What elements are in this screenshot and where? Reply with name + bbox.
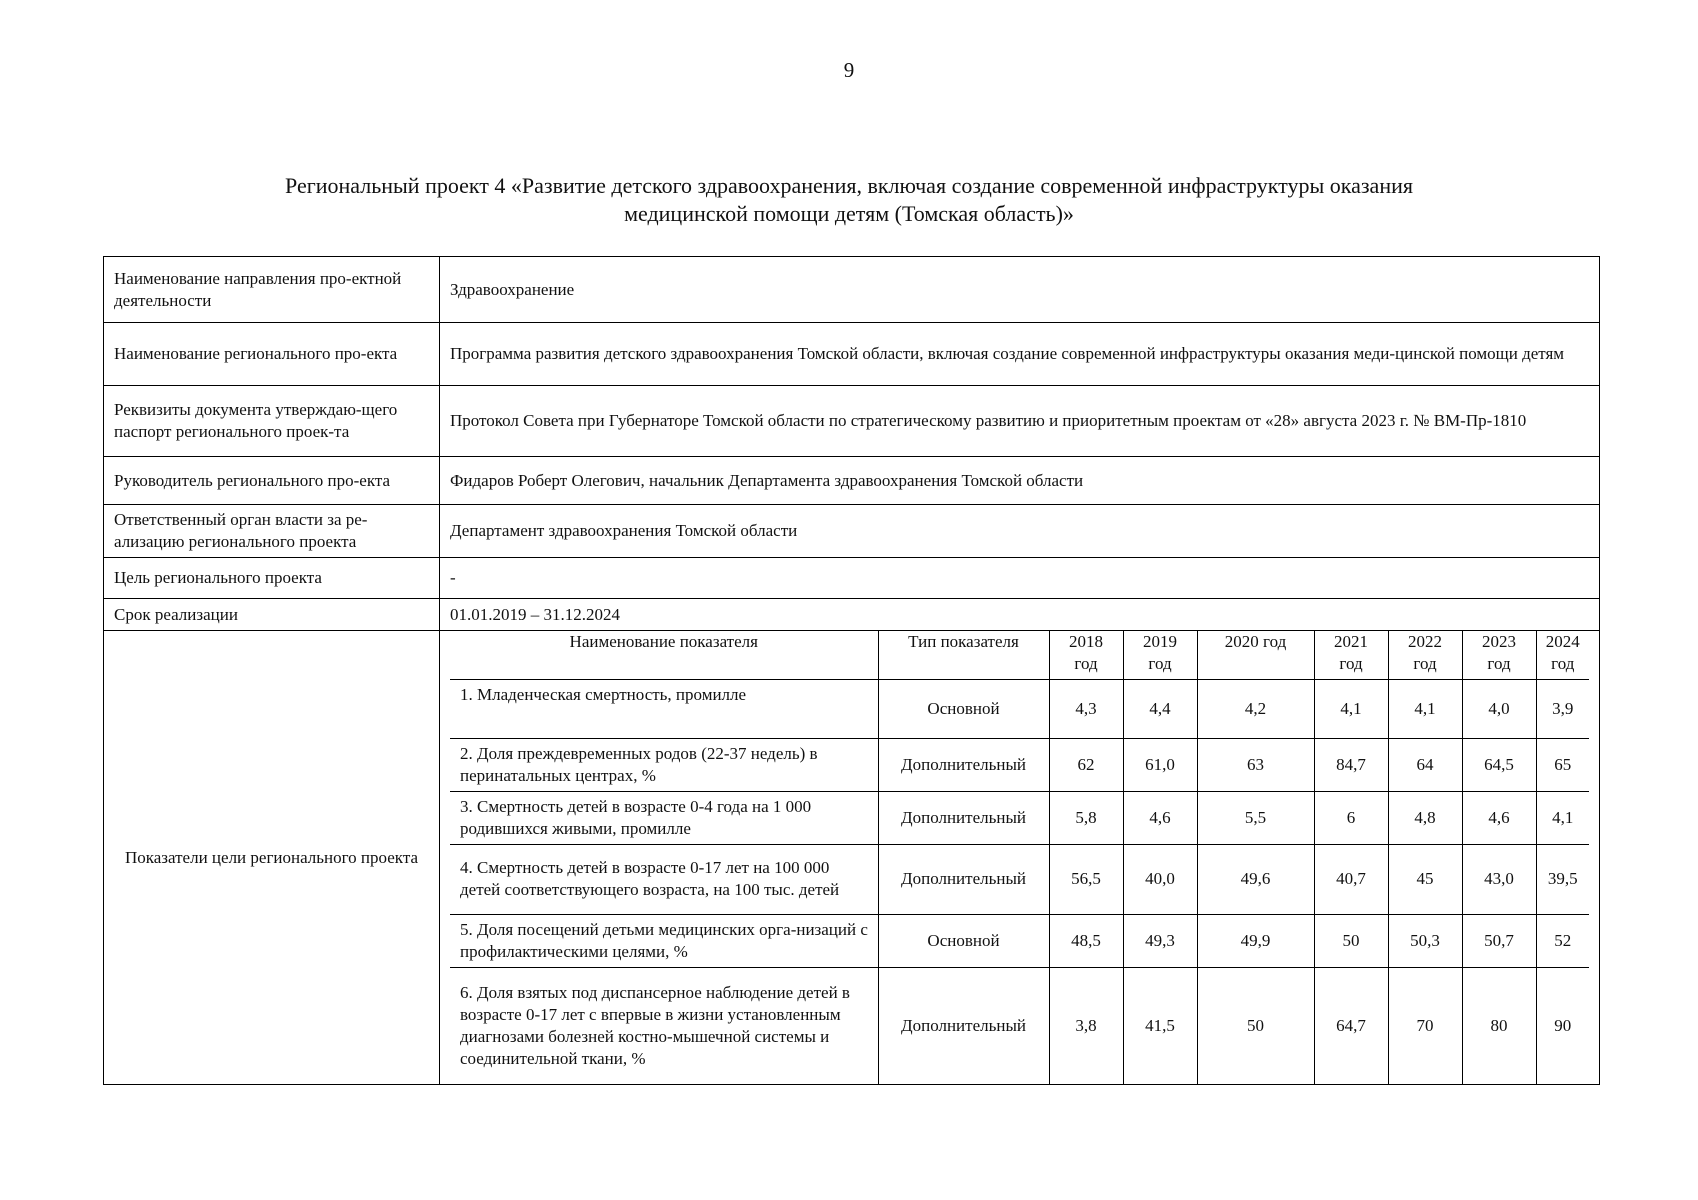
value-2018: 48,5 [1049, 914, 1123, 967]
value-2018: 5,8 [1049, 791, 1123, 844]
row-value: Программа развития детского здравоохранения Томской области, включая создание современной инфраструктуры оказания меди-цинской помощи детям [440, 323, 1600, 386]
value-2024: 3,9 [1536, 679, 1589, 738]
page-number: 9 [843, 58, 855, 82]
indicators-header [450, 631, 1589, 679]
indicator-row [450, 967, 1589, 1084]
value-2023: 64,5 [1462, 738, 1536, 791]
row-label: Цель регионального проекта [104, 558, 440, 599]
header-2023: 2023 год [1462, 631, 1536, 679]
indicator-name: 4. Смертность детей в возрасте 0-17 лет на 100 000 детей соответствующего возраста, на 100 тыс. детей [450, 844, 878, 914]
header-2021: 2021 год [1314, 631, 1388, 679]
value-2024: 90 [1536, 967, 1589, 1084]
value-2019: 40,0 [1123, 844, 1197, 914]
row-label: Ответственный орган власти за ре-ализацию регионального проекта [104, 505, 440, 558]
indicator-name: 2. Доля преждевременных родов (22-37 недель) в перинатальных центрах, % [450, 738, 878, 791]
value-2022: 70 [1388, 967, 1462, 1084]
value-2020: 50 [1197, 967, 1314, 1084]
row-value: Фидаров Роберт Олегович, начальник Департамента здравоохранения Томской области [440, 457, 1600, 505]
indicator-row [450, 738, 1589, 791]
passport-row [104, 323, 1600, 386]
header-2019: 2019 год [1123, 631, 1197, 679]
indicator-name: 1. Младенческая смертность, промилле [450, 679, 878, 738]
value-2021: 40,7 [1314, 844, 1388, 914]
value-2021: 64,7 [1314, 967, 1388, 1084]
value-2020: 49,9 [1197, 914, 1314, 967]
row-value: 01.01.2019 – 31.12.2024 [440, 599, 1600, 631]
value-2024: 39,5 [1536, 844, 1589, 914]
document-title [160, 172, 1538, 228]
value-2023: 4,6 [1462, 791, 1536, 844]
row-label: Реквизиты документа утверждаю-щего паспорт регионального проек-та [104, 386, 440, 457]
indicator-row [450, 791, 1589, 844]
row-value: Здравоохранение [440, 257, 1600, 323]
header-2022: 2022 год [1388, 631, 1462, 679]
value-2020: 49,6 [1197, 844, 1314, 914]
indicator-type: Дополнительный [878, 738, 1049, 791]
indicator-row [450, 844, 1589, 914]
indicator-type: Дополнительный [878, 791, 1049, 844]
value-2019: 41,5 [1123, 967, 1197, 1084]
value-2022: 50,3 [1388, 914, 1462, 967]
value-2021: 84,7 [1314, 738, 1388, 791]
indicator-type: Дополнительный [878, 967, 1049, 1084]
indicators-table [450, 631, 1589, 1084]
indicator-type: Основной [878, 914, 1049, 967]
value-2022: 45 [1388, 844, 1462, 914]
header-name: Наименование показателя [450, 631, 878, 679]
indicator-name: 6. Доля взятых под диспансерное наблюдение детей в возрасте 0-17 лет с впервые в жизни установленным диагнозами болезней костно-мышечной системы и соединительной ткани, % [450, 967, 878, 1084]
value-2024: 52 [1536, 914, 1589, 967]
value-2018: 4,3 [1049, 679, 1123, 738]
value-2024: 4,1 [1536, 791, 1589, 844]
header-type: Тип показателя [878, 631, 1049, 679]
value-2019: 4,6 [1123, 791, 1197, 844]
value-2018: 56,5 [1049, 844, 1123, 914]
value-2021: 6 [1314, 791, 1388, 844]
value-2021: 50 [1314, 914, 1388, 967]
header-2018: 2018 год [1049, 631, 1123, 679]
value-2019: 4,4 [1123, 679, 1197, 738]
passport-row [104, 558, 1600, 599]
row-label: Руководитель регионального про-екта [104, 457, 440, 505]
passport-table [103, 256, 1600, 1085]
indicator-name: 3. Смертность детей в возрасте 0-4 года на 1 000 родившихся живыми, промилле [450, 791, 878, 844]
value-2023: 80 [1462, 967, 1536, 1084]
value-2018: 3,8 [1049, 967, 1123, 1084]
indicator-type: Дополнительный [878, 844, 1049, 914]
passport-row [104, 386, 1600, 457]
value-2022: 64 [1388, 738, 1462, 791]
title-line-1: Региональный проект 4 «Развитие детского здравоохранения, включая создание современной инфраструктуры оказания [285, 173, 1413, 198]
goals-label: Показатели цели регионального проекта [104, 631, 440, 1085]
value-2024: 65 [1536, 738, 1589, 791]
value-2021: 4,1 [1314, 679, 1388, 738]
row-value: Протокол Совета при Губернаторе Томской области по стратегическому развитию и приоритетным проектам от «28» августа 2023 г. № ВМ-Пр-1810 [440, 386, 1600, 457]
indicator-type: Основной [878, 679, 1049, 738]
indicator-row [450, 914, 1589, 967]
value-2023: 50,7 [1462, 914, 1536, 967]
indicator-row [450, 679, 1589, 738]
indicators-row [104, 631, 1600, 1085]
row-value: Департамент здравоохранения Томской области [440, 505, 1600, 558]
row-label: Наименование направления про-ектной деятельности [104, 257, 440, 323]
value-2019: 49,3 [1123, 914, 1197, 967]
passport-row [104, 257, 1600, 323]
row-label: Срок реализации [104, 599, 440, 631]
value-2020: 4,2 [1197, 679, 1314, 738]
value-2023: 43,0 [1462, 844, 1536, 914]
passport-row [104, 505, 1600, 558]
value-2020: 5,5 [1197, 791, 1314, 844]
header-2020: 2020 год [1197, 631, 1314, 679]
passport-row [104, 599, 1600, 631]
value-2020: 63 [1197, 738, 1314, 791]
passport-row [104, 457, 1600, 505]
row-value: - [440, 558, 1600, 599]
value-2018: 62 [1049, 738, 1123, 791]
indicator-name: 5. Доля посещений детьми медицинских орга-низаций с профилактическими целями, % [450, 914, 878, 967]
header-2024: 2024 год [1536, 631, 1589, 679]
value-2022: 4,1 [1388, 679, 1462, 738]
title-line-2: медицинской помощи детям (Томская область)» [624, 201, 1074, 226]
row-label: Наименование регионального про-екта [104, 323, 440, 386]
value-2022: 4,8 [1388, 791, 1462, 844]
value-2023: 4,0 [1462, 679, 1536, 738]
value-2019: 61,0 [1123, 738, 1197, 791]
